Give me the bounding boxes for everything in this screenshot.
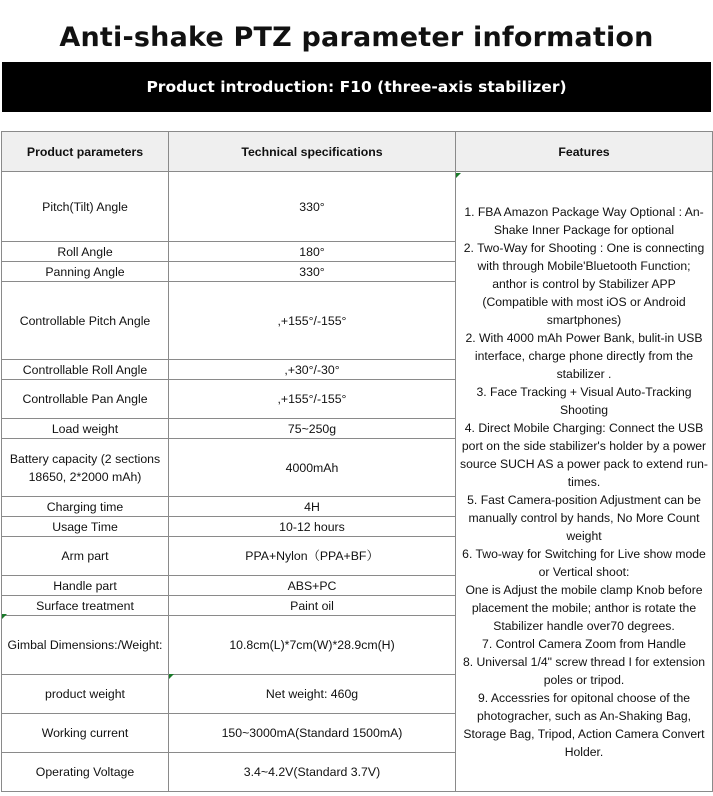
table-row (2, 172, 713, 242)
product-banner (2, 62, 711, 112)
feature-item: 5. Fast Camera-position Adjustment can be manually control by hands, No More Count weight (467, 492, 701, 543)
feature-item: 2. With 4000 mAh Power Bank, bulit-in USB interface, charge phone directly from the stabilizer . (465, 330, 703, 381)
param-cell: Panning Angle (2, 262, 169, 282)
param-cell: Handle part (2, 576, 169, 596)
feature-item: 2. Two-Way for Shooting : One is connecting with through Mobile'Bluetooth Function; anthor is control by Stabilizer APP (Compatible with most iOS or Android smartphones) (463, 240, 705, 327)
feature-item: 9. Accessries for opitonal choose of the photogracher, such as An-Shaking Bag, Storage Bag, Tripod, Action Camera Convert Holder. (463, 690, 705, 759)
spec-cell: 150~3000mA(Standard 1500mA) (169, 714, 456, 753)
param-cell: Operating Voltage (2, 753, 169, 792)
param-cell: Charging time (2, 497, 169, 517)
feature-item: 3. Face Tracking + Visual Auto-Tracking Shooting (476, 384, 692, 417)
header-specs: Technical specifications (169, 132, 456, 172)
spec-cell: 10.8cm(L)*7cm(W)*28.9cm(H) (169, 616, 456, 675)
spec-cell: ABS+PC (169, 576, 456, 596)
param-cell: Controllable Pan Angle (2, 380, 169, 419)
spec-cell: Net weight: 460g (169, 675, 456, 714)
param-cell: Arm part (2, 537, 169, 576)
spec-cell: ,+155°/-155° (169, 282, 456, 360)
spec-cell: 10-12 hours (169, 517, 456, 537)
spec-table (1, 131, 713, 792)
feature-item: One is Adjust the mobile clamp Knob before placement the mobile; anthor is rotate the Stabilizer handle over70 degrees. (465, 582, 703, 633)
feature-item: 8. Universal 1/4" screw thread I for extension poles or tripod. (462, 654, 706, 687)
cell-comment-marker (2, 614, 7, 619)
param-cell: Load weight (2, 419, 169, 439)
param-cell: product weight (2, 675, 169, 714)
cell-comment-marker (456, 173, 461, 178)
spec-cell: Paint oil (169, 596, 456, 616)
spec-cell: ,+155°/-155° (169, 380, 456, 419)
spec-cell: 3.4~4.2V(Standard 3.7V) (169, 753, 456, 792)
page-title: Anti-shake PTZ parameter information (59, 22, 654, 53)
banner-text: Product introduction: F10 (three-axis stabilizer) (146, 78, 567, 96)
param-cell: Usage Time (2, 517, 169, 537)
param-cell: Controllable Pitch Angle (2, 282, 169, 360)
cell-comment-marker (169, 674, 174, 679)
header-params: Product parameters (2, 132, 169, 172)
spec-cell: 75~250g (169, 419, 456, 439)
feature-item: 1. FBA Amazon Package Way Optional : An-Shake Inner Package for optional (464, 204, 704, 237)
param-cell: Battery capacity (2 sections 18650, 2*2000 mAh) (2, 439, 169, 497)
features-cell (456, 172, 713, 792)
spec-cell: ,+30°/-30° (169, 360, 456, 380)
feature-item: 6. Two-way for Switching for Live show mode or Vertical shoot: (462, 546, 706, 579)
param-cell: Working current (2, 714, 169, 753)
spec-cell: 330° (169, 172, 456, 242)
feature-item: 4. Direct Mobile Charging: Connect the USB port on the side stabilizer's holder by a power source SUCH AS a power pack to extend run-times. (460, 420, 708, 489)
spec-cell: 4000mAh (169, 439, 456, 497)
spec-cell: PPA+Nylon（PPA+BF） (169, 537, 456, 576)
spec-cell: 4H (169, 497, 456, 517)
spec-cell: 330° (169, 262, 456, 282)
header-row (2, 132, 713, 172)
param-cell: Controllable Roll Angle (2, 360, 169, 380)
param-cell: Pitch(Tilt) Angle (2, 172, 169, 242)
param-cell: Gimbal Dimensions:/Weight: (2, 616, 169, 675)
feature-item: 7. Control Camera Zoom from Handle (482, 636, 686, 651)
param-cell: Surface treatment (2, 596, 169, 616)
header-features: Features (456, 132, 713, 172)
spec-cell: 180° (169, 242, 456, 262)
param-cell: Roll Angle (2, 242, 169, 262)
